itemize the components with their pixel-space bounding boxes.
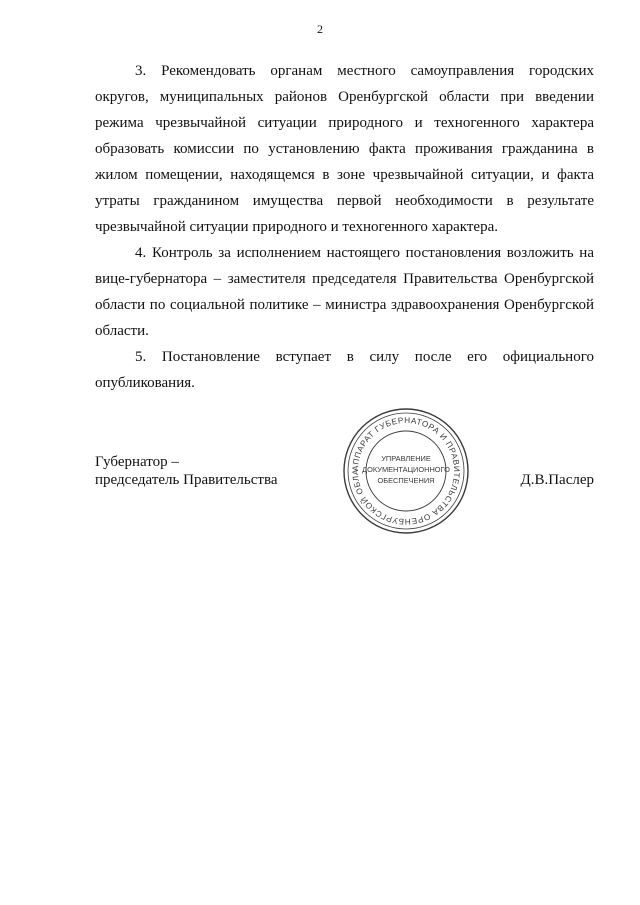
paragraph-4: 4. Контроль за исполнением настоящего постановления возложить на вице-губернатора – заместителя председателя Правительства Оренбургской области по социальной политике – министра здравоохранения Оренбургской области. xyxy=(95,245,594,339)
official-stamp xyxy=(340,405,472,537)
stamp-center-line2: ДОКУМЕНТАЦИОННОГО xyxy=(362,465,450,474)
signatory-title-line1: Губернатор – xyxy=(95,454,179,470)
signatory-name: Д.В.Паслер xyxy=(520,472,594,488)
stamp-graphic xyxy=(340,405,472,537)
stamp-center-line3: ОБЕСПЕЧЕНИЯ xyxy=(377,476,435,485)
stamp-ring-text: АППАРАТ ГУБЕРНАТОРА И ПРАВИТЕЛЬСТВА ОРЕНБУРГСКОЙ ОБЛА xyxy=(350,415,462,527)
paragraph-3: 3. Рекомендовать органам местного самоуправления городских округов, муниципальных районов Оренбургской области при введении режима чрезвычайной ситуации природного и техногенного характера образовать комиссии по установлению факта проживания гражданина в жилом помещении, находящемся в зоне чрезвычайной ситуации, и факта утраты гражданином имущества первой необходимости в результате чрезвычайной ситуации природного и техногенного характера. xyxy=(95,63,594,235)
paragraph-5: 5. Постановление вступает в силу после его официального опубликования. xyxy=(95,349,594,391)
page-number: 2 xyxy=(317,22,323,36)
signatory-title-line2: председатель Правительства xyxy=(95,472,278,488)
signature-block xyxy=(95,415,594,543)
document-body xyxy=(95,58,594,396)
stamp-center-line1: УПРАВЛЕНИЕ xyxy=(381,454,431,463)
signatory-title xyxy=(95,453,278,489)
